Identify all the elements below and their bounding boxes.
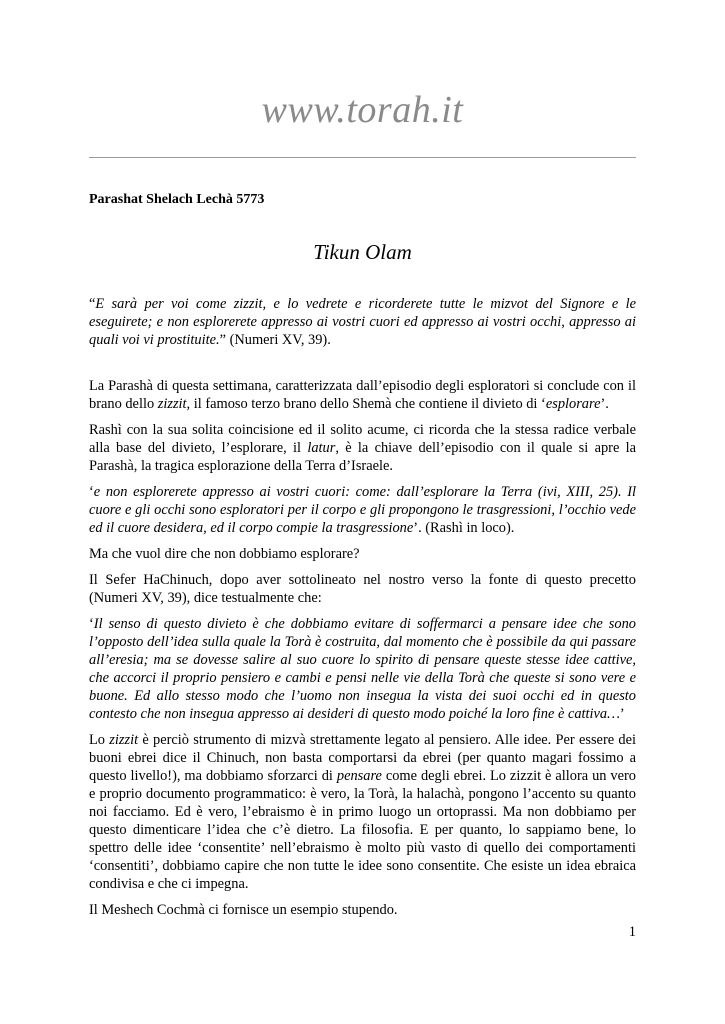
paragraph-rashi — [89, 421, 636, 475]
site-logo: www.torah.it — [261, 89, 464, 131]
text-run: , è la chiave dell’episodio con il quale si apre la Parashà, la tragica esplorazione della Terra d’Israele. — [89, 440, 637, 474]
italic-run: e non esplorerete appresso ai vostri cuori: come: dall’esplorare la Terra (ivi, XIII, 25). Il cuore e gli occhi sono esploratori per il corpo e gli propongono le trasgressioni, l’occhio vede ed il cuore desidera, ed il corpo compie la trasgressione — [89, 484, 636, 536]
text-run: Rashì con la sua solita coincisione ed il solito acume, ci ricorda che la stessa radice verbale alla base del divieto, l’esplorare, il — [89, 422, 636, 456]
paragraph-rashi-quote — [89, 483, 636, 537]
text-run: Lo — [89, 732, 110, 748]
page-number: 1 — [628, 924, 636, 940]
text-run: il famoso terzo brano dello Shemà che contiene il divieto di ‘ — [190, 396, 546, 412]
document-body — [89, 295, 636, 927]
italic-run: latur — [307, 440, 336, 456]
text-run: come degli ebrei. Lo zizzit è allora un vero e proprio documento programmatico: è vero, la Torà, la halachà, pongono l’accento su quanto noi facciamo. Ed è vero, l’ebraismo è in primo luogo un ortoprassi. Ma non dobbiamo per questo dimenticare l’idea che c’è dietro. La filosofia. E per quanto, lo sappiamo bene, lo spettro delle idee ‘consentite’ nell’ebraismo è molto più vasto di quello dei comportamenti ‘consentiti’, dobbiamo capire che non tutte le idee sono consentite. Che esiste un idea ebraica condivisa e che ci impegna. — [89, 768, 636, 892]
text-run: ’. — [600, 396, 609, 412]
paragraph-verse-quote — [89, 295, 636, 349]
text-run: ’ — [619, 706, 625, 722]
text-run: ‘ — [89, 484, 94, 500]
text-run: ” (Numeri XV, 39). — [219, 332, 331, 348]
text-run: ’. (Rashì in loco). — [413, 520, 515, 536]
italic-run: pensare — [336, 768, 382, 784]
text-run: ‘ — [89, 616, 94, 632]
paragraph-intro — [89, 377, 636, 413]
paragraph-chinuch-quote — [89, 615, 636, 723]
parasha-heading: Parashat Shelach Lechà 5773 — [89, 192, 265, 207]
italic-run: esplorare — [545, 396, 601, 412]
text-run: è perciò strumento di mizvà strettamente legato al pensiero. Alle idee. Per essere dei buoni ebrei dice il Chinuch, non basta comportarsi da ebrei (per quanto magari fossimo a questo livello!), ma dobbiamo sforzarci di — [89, 732, 636, 784]
paragraph-meshech: Il Meshech Cochmà ci fornisce un esempio stupendo. — [89, 902, 398, 918]
header-divider — [89, 157, 636, 158]
italic-run: zizzit — [109, 732, 139, 748]
page-title: Tikun Olam — [313, 240, 412, 264]
italic-run: zizzit, — [157, 396, 191, 412]
italic-run: Il senso di questo divieto è che dobbiamo evitare di soffermarci a pensare idee che sono l’opposto dell’idea sulla quale la Torà è costruita, dal momento che è possibile da qui passare all’eresia; ma se dovesse salire al suo cuore lo spirito di pensare queste stesse idee cattive, che accorci il proprio pensiero e cambi e pensi nelle vie della Torà che queste si sono vere e buone. Ed allo stesso modo che l’uomo non insegua la vista dei suoi occhi ed in questo contesto che non insegua appresso ai desideri di questo modo poiché la loro fine è cattiva… — [89, 616, 636, 722]
text-run: “ — [89, 296, 96, 312]
paragraph-zizzit — [89, 731, 636, 893]
paragraph-chinuch: Il Sefer HaChinuch, dopo aver sottolineato nel nostro verso la fonte di questo precetto (Numeri XV, 39), dice testualmente che: — [89, 572, 636, 606]
italic-run: E sarà per voi come zizzit, e lo vedrete e ricorderete tutte le mizvot del Signore e le eseguirete; e non esplorerete appresso ai vostri cuori ed appresso ai vostri occhi, appresso ai quali voi vi prostituite. — [89, 296, 636, 348]
paragraph-question: Ma che vuol dire che non dobbiamo esplorare? — [89, 546, 360, 562]
text-run: La Parashà di questa settimana, caratterizzata dall’episodio degli esploratori si conclude con il brano dello — [89, 378, 636, 412]
